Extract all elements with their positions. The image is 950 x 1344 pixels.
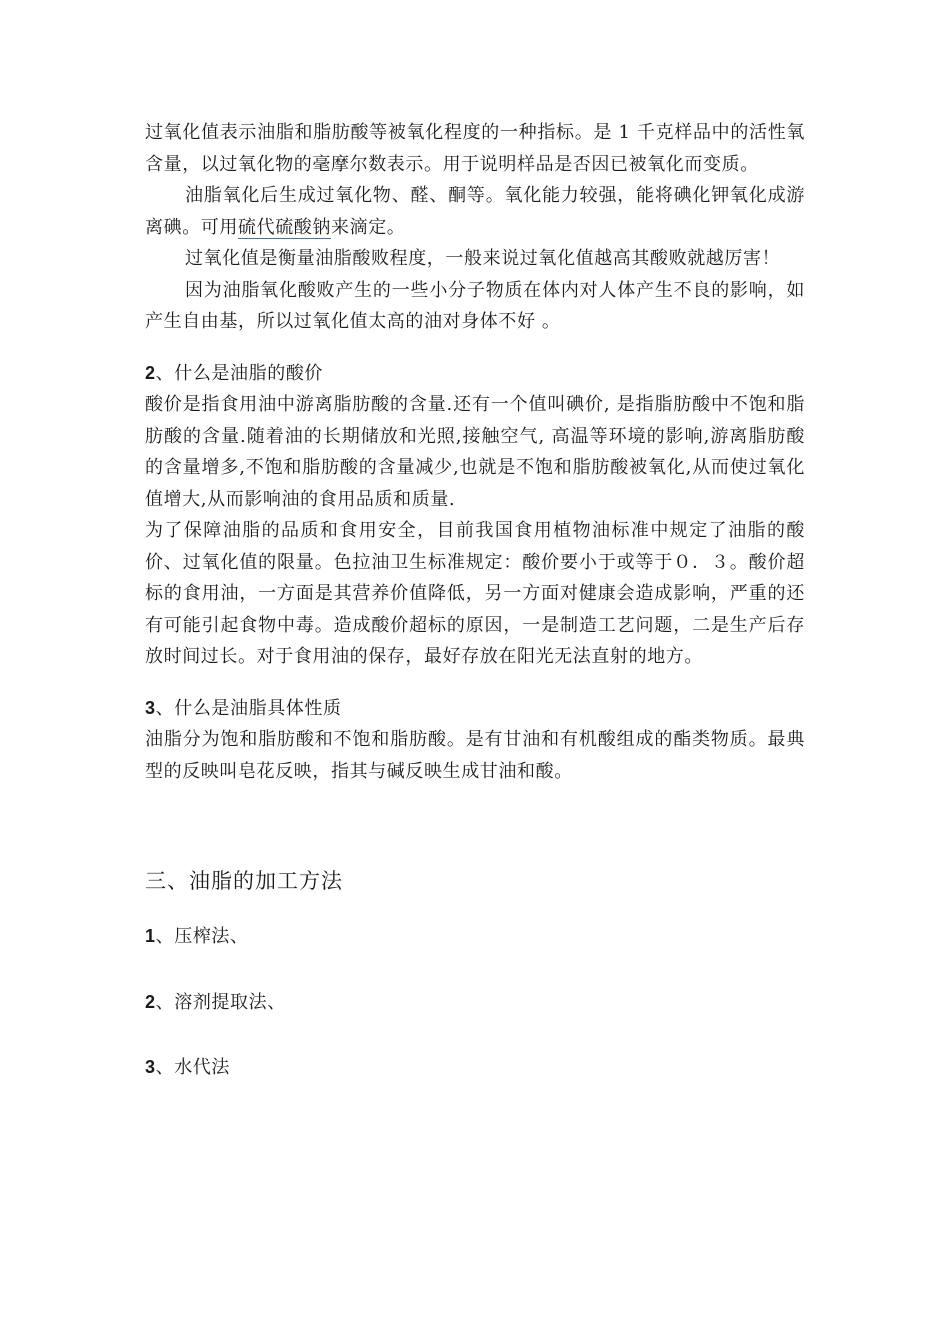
sodium-thiosulfate-term: 硫代硫酸钠: [238, 216, 331, 238]
intro-paragraph-1: 过氧化值表示油脂和脂肪酸等被氧化程度的一种指标。是 1 千克样品中的活性氧含量，以过氧化物的毫摩尔数表示。用于说明样品是否因已被氧化而变质。: [145, 122, 805, 175]
intro-paragraph-2-tail: 来滴定。: [331, 216, 406, 238]
acid-value-standard-paragraph: 为了保障油脂的品质和食用安全，目前我国食用植物油标准中规定了油脂的酸价、过氧化值的限量。色拉油卫生标准规定：酸价要小于或等于０．３。酸价超标的食用油，一方面是其营养价值降低，另一方面对健康会造成影响，严重的还有可能引起食物中毒。造成酸价超标的原因，一是制造工艺问题，二是生产后存放时间过长。对于食用油的保存，最好存放在阳光无法直射的地方。: [145, 520, 805, 667]
spacer: [145, 953, 805, 987]
method-item-2-number: 2: [145, 991, 156, 1012]
question-3-number: 3: [145, 697, 156, 718]
section-3-heading: 三、油脂的加工方法: [145, 869, 343, 893]
method-item-1-text: 、压榨法、: [155, 926, 249, 947]
question-2-heading: [145, 358, 805, 390]
fat-properties-paragraph: 油脂分为饱和脂肪酸和不饱和脂肪酸。是有甘油和有机酸组成的酯类物质。最典型的反映叫皂花反映，指其与碱反映生成甘油和酸。: [145, 729, 805, 782]
spacer: [145, 901, 805, 921]
question-3-heading: [145, 693, 805, 725]
intro-paragraph-4: 因为油脂氧化酸败产生的一些小分子物质在体内对人体产生不良的影响，如产生自由基，所以过氧化值太高的油对身体不好 。: [145, 279, 805, 332]
spacer: [145, 1018, 805, 1052]
method-item-1: [145, 921, 805, 953]
intro-paragraph-2: [145, 180, 805, 243]
intro-paragraph-3: 过氧化值是衡量油脂酸败程度，一般来说过氧化值越高其酸败就越厉害！: [185, 248, 781, 269]
question-2-title: 、什么是油脂的酸价: [155, 362, 324, 384]
question-2-number: 2: [145, 362, 156, 383]
intro-paragraph-2-lead: 油脂氧化后生成过氧化物、醛、酮等。氧化能力较强，能将碘化钾氧化成游离碘。可用: [145, 185, 805, 238]
spacer: [145, 673, 805, 693]
method-item-3-text: 、水代法: [155, 1057, 231, 1078]
spacer: [145, 787, 805, 861]
spacer: [145, 338, 805, 358]
method-item-2-text: 、溶剂提取法、: [155, 991, 286, 1013]
method-item-1-number: 1: [145, 926, 156, 946]
question-3-title: 、什么是油脂具体性质: [155, 697, 342, 719]
method-item-3: [145, 1052, 805, 1084]
method-item-2: [145, 987, 805, 1019]
acid-value-paragraph: 酸价是指食用油中游离脂肪酸的含量.还有一个值叫碘价, 是指脂肪酸中不饱和脂肪酸的含量.随着油的长期储放和光照,接触空气, 高温等环境的影响,游离脂肪酸的含量增多,不饱和脂肪酸的含量减少,也就是不饱和脂肪酸被氧化,从而使过氧化值增大,从而影响油的食用品质和质量.: [145, 394, 805, 510]
document-page: [145, 117, 805, 1084]
method-item-3-number: 3: [145, 1057, 156, 1077]
